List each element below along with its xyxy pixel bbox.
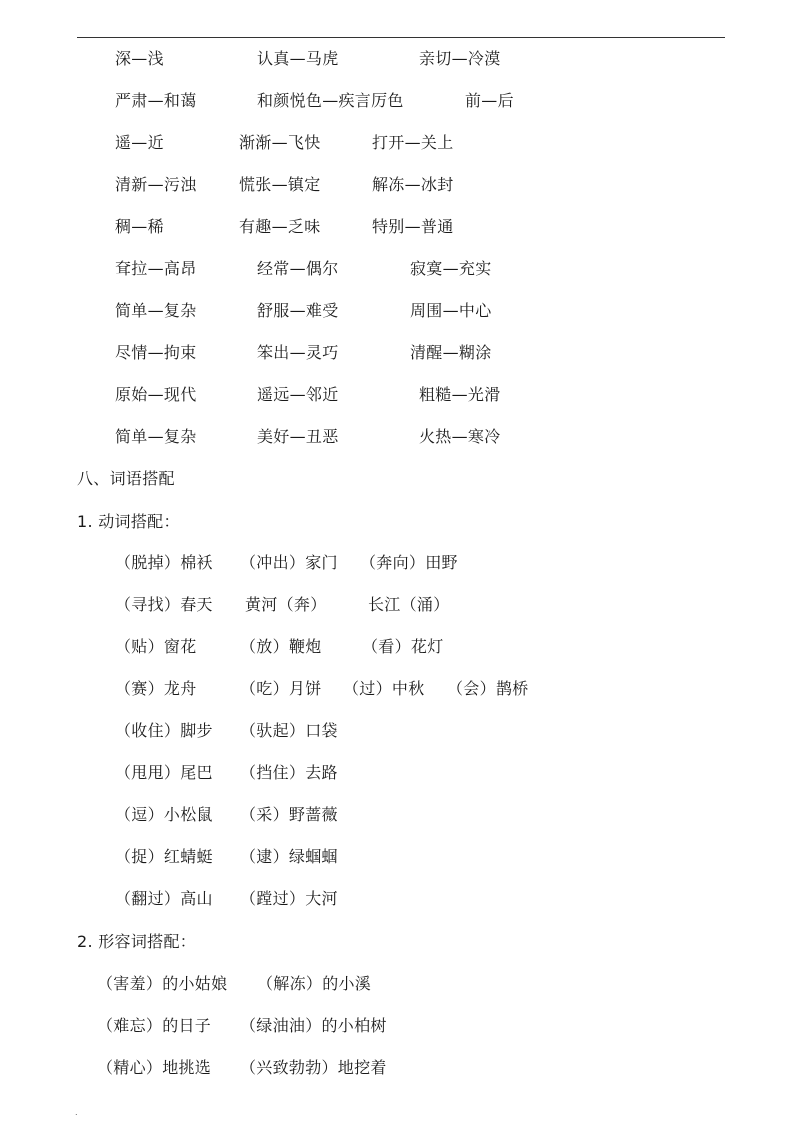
list-item: 遥—近 xyxy=(115,133,164,152)
list-item: 笨出—灵巧 xyxy=(257,343,339,362)
list-item: （冲出）家门 xyxy=(240,553,338,572)
list-item: 经常—偶尔 xyxy=(257,259,339,278)
list-item: 耷拉—高昂 xyxy=(115,259,197,278)
footer-mark: . xyxy=(75,1108,78,1117)
list-item: （奔向）田野 xyxy=(360,553,458,572)
list-item: （贴）窗花 xyxy=(115,637,197,656)
list-item: （蹚过）大河 xyxy=(240,889,338,908)
list-item: 渐渐—飞快 xyxy=(239,133,321,152)
list-item: （甩甩）尾巴 xyxy=(115,763,213,782)
section-heading: 八、词语搭配 xyxy=(77,469,175,488)
list-item: （驮起）口袋 xyxy=(240,721,338,740)
list-item: 寂寞—充实 xyxy=(410,259,492,278)
list-item: 认真—马虎 xyxy=(257,49,339,68)
list-item: 简单—复杂 xyxy=(115,427,197,446)
list-item: 深—浅 xyxy=(115,49,164,68)
list-item: 周围—中心 xyxy=(410,301,492,320)
list-item: 亲切—冷漠 xyxy=(419,49,501,68)
list-item: （绿油油）的小柏树 xyxy=(240,1016,387,1035)
list-item: 火热—寒冷 xyxy=(419,427,501,446)
list-item: （难忘）的日子 xyxy=(97,1016,212,1035)
list-item: 粗糙—光滑 xyxy=(419,385,501,404)
list-item: （采）野蔷薇 xyxy=(240,805,338,824)
list-item: 舒服—难受 xyxy=(257,301,339,320)
list-item: （放）鞭炮 xyxy=(240,637,322,656)
list-item: 原始—现代 xyxy=(115,385,197,404)
list-item: 解冻—冰封 xyxy=(372,175,454,194)
list-item: 严肃—和蔼 xyxy=(115,91,197,110)
list-item: （收住）脚步 xyxy=(115,721,213,740)
list-item: 长江（涌） xyxy=(368,595,450,614)
list-item: （脱掉）棉袄 xyxy=(115,553,213,572)
list-item: （挡住）去路 xyxy=(240,763,338,782)
list-item: （翻过）高山 xyxy=(115,889,213,908)
list-item: （兴致勃勃）地挖着 xyxy=(240,1058,387,1077)
list-item: （过）中秋 xyxy=(343,679,425,698)
list-item: （逗）小松鼠 xyxy=(115,805,213,824)
list-item: 尽情—拘束 xyxy=(115,343,197,362)
list-item: （会）鹊桥 xyxy=(447,679,529,698)
list-item: 清醒—糊涂 xyxy=(410,343,492,362)
list-item: 特别—普通 xyxy=(372,217,454,236)
list-item: 清新—污浊 xyxy=(115,175,197,194)
list-item: （吃）月饼 xyxy=(240,679,322,698)
list-item: （害羞）的小姑娘 xyxy=(97,974,228,993)
list-item: 打开—关上 xyxy=(372,133,454,152)
list-item: 黄河（奔） xyxy=(245,595,327,614)
list-item: （捉）红蜻蜓 xyxy=(115,847,213,866)
list-item: 稠—稀 xyxy=(115,217,164,236)
list-item: 美好—丑恶 xyxy=(257,427,339,446)
list-item: （赛）龙舟 xyxy=(115,679,197,698)
list-item: （寻找）春天 xyxy=(115,595,213,614)
list-item: 前—后 xyxy=(465,91,514,110)
list-item: 遥远—邻近 xyxy=(257,385,339,404)
list-item: 慌张—镇定 xyxy=(239,175,321,194)
list-item: （精心）地挑选 xyxy=(97,1058,212,1077)
adj-subheading: 2. 形容词搭配： xyxy=(77,932,197,951)
list-item: （逮）绿蝈蝈 xyxy=(240,847,338,866)
list-item: 有趣—乏味 xyxy=(239,217,321,236)
list-item: （解冻）的小溪 xyxy=(257,974,372,993)
list-item: 和颜悦色—疾言厉色 xyxy=(257,91,404,110)
verb-subheading: 1. 动词搭配： xyxy=(77,512,180,531)
list-item: 简单—复杂 xyxy=(115,301,197,320)
list-item: （看）花灯 xyxy=(362,637,444,656)
header-rule xyxy=(77,37,725,38)
